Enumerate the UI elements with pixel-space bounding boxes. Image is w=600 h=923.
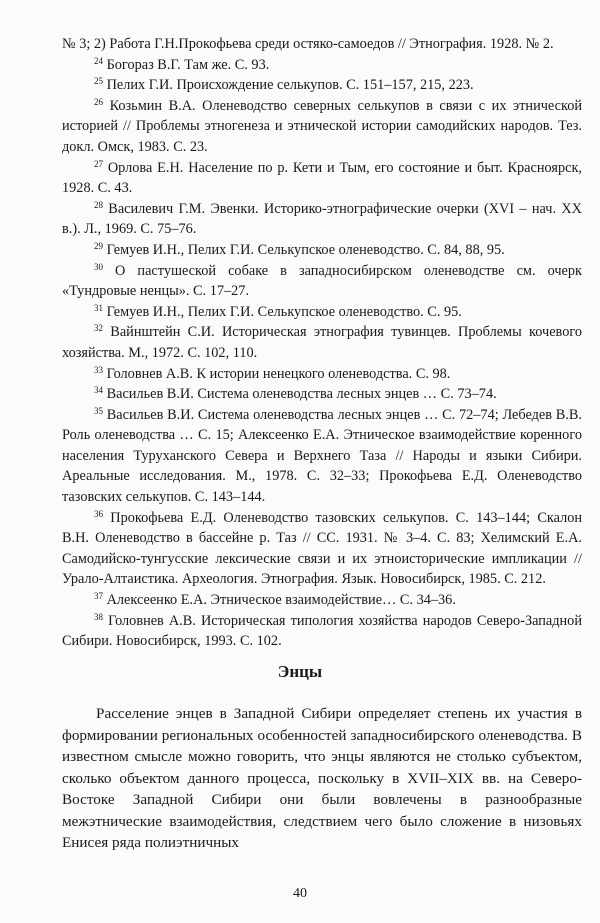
- footnote: $^{28}$ Василевич Г.М. Эвенки. Историко-этнографические очерки (XVI – нач. XX в.). Л., 1969. С. 75–76.: [62, 199, 582, 238]
- footnote-number: 38: [94, 611, 103, 622]
- footnote-number: 29: [94, 240, 103, 251]
- footnote: $^{27}$ Орлова Е.Н. Население по р. Кети и Тым, его состояние и быт. Красноярск, 1928. С. 43.: [62, 158, 582, 197]
- footnote-number: 26: [94, 96, 103, 107]
- footnote: $^{30}$ О пастушеской собаке в западносибирском оленеводстве см. очерк «Тундровые ненцы». С. 17–27.: [62, 261, 582, 300]
- footnote-number: 36: [94, 508, 103, 519]
- footnote-number: 35: [94, 405, 103, 416]
- footnote-number: 30: [94, 261, 103, 272]
- footnote: $^{33}$ Головнев А.В. К истории ненецкого оленеводства. С. 98.: [94, 364, 451, 382]
- footnote-number: 34: [94, 385, 103, 396]
- footnote: $^{35}$ Васильев В.И. Система оленеводства лесных энцев … С. 72–74; Лебедев В.В. Роль оленеводства … С. 15; Алексеенко Е.А. Этническое взаимодействие коренного населения Туруханского Севера и Верхнего Таза // Народы и языки Сибири. Ареальные исследования. М., 1978. С. 32–33; Прокофьева Е.Д. Оленеводство тазовских селькупов. С. 143–144.: [62, 405, 582, 506]
- footnote-number: 28: [94, 199, 103, 210]
- footnote-number: 25: [94, 76, 103, 87]
- footnote: $^{34}$ Васильев В.И. Система оленеводства лесных энцев … С. 73–74.: [94, 385, 497, 403]
- footnote: $^{24}$ Богораз В.Г. Там же. С. 93.: [94, 55, 270, 73]
- footnote-number: 31: [94, 302, 103, 313]
- footnote: $^{37}$ Алексеенко Е.А. Этническое взаимодействие… С. 34–36.: [94, 591, 456, 609]
- footnote-continuation: № 3; 2) Работа Г.Н.Прокофьева среди остяко-самоедов // Этнография. 1928. № 2.: [62, 36, 554, 52]
- page-number: 40: [293, 886, 307, 901]
- paragraph: Расселение энцев в Западной Сибири определяет степень их участия в формировании региональных особенностей западносибирского оленеводства. В известном смысле можно говорить, что энцы являются не столько субъектом, сколько объектом данного процесса, поскольку в XVII–XIX вв. на Северо-Востоке Западной Сибири они были вовлечены в разнообразные межэтнические взаимодействия, следствием чего было сложение в низовьях Енисея ряда полиэтничных: [62, 705, 582, 851]
- section-title: Энцы: [277, 662, 323, 681]
- footnote: $^{38}$ Головнев А.В. Историческая типология хозяйства народов Северо-Западной Сибири. Новосибирск, 1993. С. 102.: [62, 611, 582, 650]
- footnote: $^{26}$ Козьмин В.А. Оленеводство северных селькупов в связи с их этнической историей // Проблемы этногенеза и этнической истории самодийских народов. Тез. докл. Омск, 1983. С. 23.: [62, 96, 582, 155]
- footnote: $^{29}$ Гемуев И.Н., Пелих Г.И. Селькупское оленеводство. С. 84, 88, 95.: [94, 240, 505, 258]
- footnote: $^{25}$ Пелих Г.И. Происхождение селькупов. С. 151–157, 215, 223.: [94, 76, 474, 94]
- footnote-number: 32: [94, 323, 103, 334]
- footnote-number: 24: [94, 55, 103, 66]
- footnote: $^{31}$ Гемуев И.Н., Пелих Г.И. Селькупское оленеводство. С. 95.: [94, 302, 462, 320]
- footnote-number: 33: [94, 364, 103, 375]
- footnote: $^{36}$ Прокофьева Е.Д. Оленеводство тазовских селькупов. С. 143–144; Скалон В.Н. Оленеводство в бассейне р. Таз // СС. 1931. № 3–4. С. 83; Хелимский Е.А. Самодийско-тунгусские лексические связи и их этноисторические импликации // Урало-Алтаистика. Археология. Этнография. Язык. Новосибирск, 1985. С. 212.: [62, 508, 583, 588]
- footnote: $^{32}$ Вайнштейн С.И. Историческая этнография тувинцев. Проблемы кочевого хозяйства. М., 1972. С. 102, 110.: [62, 323, 582, 361]
- footnote-number: 37: [94, 591, 103, 602]
- footnote-number: 27: [94, 158, 103, 169]
- main-text: [62, 703, 582, 854]
- footnotes-block: [62, 34, 582, 652]
